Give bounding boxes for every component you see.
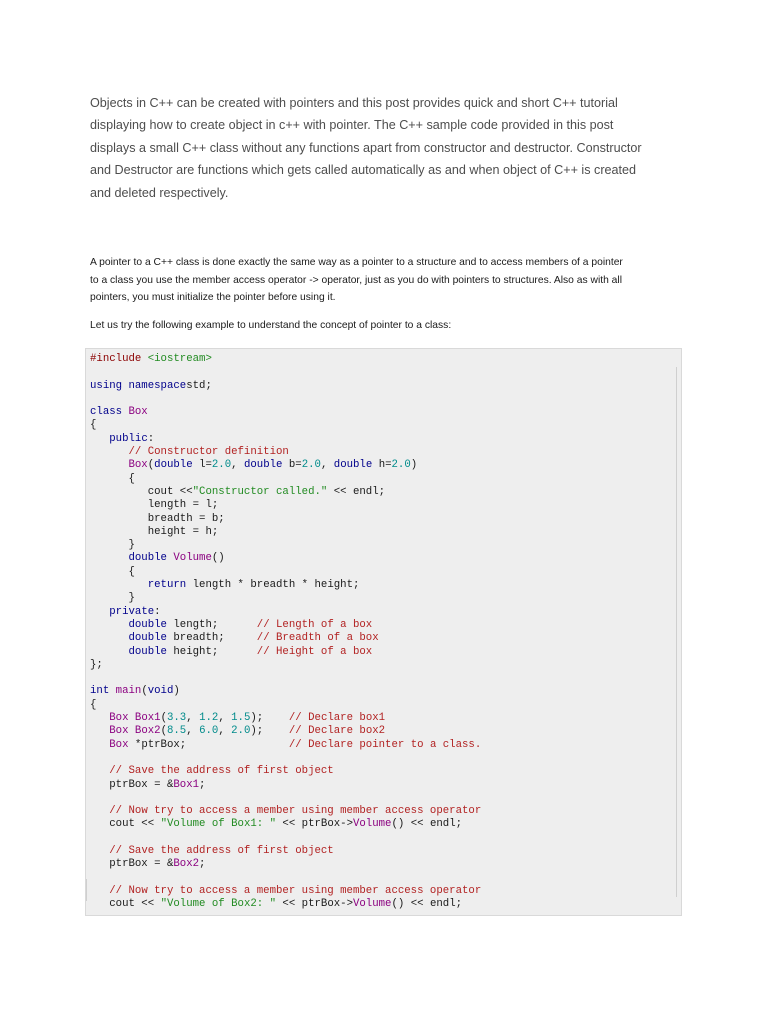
code-token: ); — [250, 712, 289, 725]
code-token: 8.5 — [166, 725, 187, 738]
code-token: cout << — [90, 898, 161, 911]
code-token: , — [218, 712, 232, 725]
code-token: // Now try to access a member using member access operator — [109, 884, 482, 897]
code-token: using namespace — [90, 379, 187, 392]
code-token: return — [147, 579, 193, 592]
code-block-divider — [86, 879, 87, 901]
code-token: main — [115, 685, 142, 698]
intro-paragraph — [90, 92, 680, 204]
code-line — [90, 685, 180, 697]
code-token: #include — [90, 353, 148, 365]
code-token — [90, 433, 109, 445]
code-token: () << endl; — [391, 898, 463, 911]
code-token: 2.0 — [211, 459, 232, 472]
code-token — [90, 606, 109, 618]
code-token: 2.0 — [391, 459, 411, 472]
code-token: 3.3 — [166, 712, 187, 725]
code-token — [90, 632, 128, 644]
code-line — [90, 526, 218, 538]
code-token: h= — [378, 459, 392, 472]
code-token: Box — [109, 738, 135, 751]
code-token: Box Box2 — [109, 725, 161, 738]
code-line — [90, 486, 385, 498]
code-token: cout << — [90, 485, 193, 498]
code-line — [90, 433, 154, 445]
code-token: ( — [147, 459, 155, 472]
code-token — [90, 619, 128, 631]
code-line — [90, 646, 372, 658]
intro-line: and deleted respectively. — [90, 185, 229, 200]
code-token: // Now try to access a member using member access operator — [109, 805, 482, 818]
code-token: : — [147, 432, 155, 445]
code-token: *ptrBox; — [134, 738, 289, 751]
code-token: std; — [186, 379, 212, 392]
code-listing[interactable] — [90, 353, 481, 911]
code-token: { — [90, 419, 97, 432]
code-token: // Height of a box — [256, 645, 373, 658]
code-line — [90, 579, 359, 591]
code-block-divider — [676, 367, 677, 897]
code-token: ; — [199, 858, 206, 871]
code-line — [90, 619, 372, 631]
code-token: << ptrBox-> — [276, 818, 353, 831]
code-token — [90, 459, 128, 471]
code-token: Box Box1 — [109, 712, 161, 725]
code-token: breadth = b; — [90, 512, 225, 525]
code-token: ptrBox = & — [90, 858, 174, 871]
code-token: ) — [173, 685, 180, 698]
code-token: , — [186, 725, 200, 738]
code-line — [90, 712, 385, 724]
pointer-paragraph-line: A pointer to a C++ class is done exactly the same way as a pointer to a structure and to access members of a pointer — [90, 257, 623, 268]
code-line — [90, 380, 212, 392]
code-line — [90, 659, 103, 671]
code-line — [90, 592, 135, 604]
code-line — [90, 725, 385, 737]
code-line — [90, 473, 135, 485]
code-token: 1.2 — [199, 712, 219, 725]
code-token: b= — [288, 459, 302, 472]
code-line — [90, 845, 334, 857]
code-token: // Constructor definition — [128, 446, 289, 459]
code-token: () — [211, 552, 225, 565]
code-line — [90, 779, 205, 791]
code-token: }; — [90, 658, 103, 671]
code-line — [90, 459, 417, 471]
code-token — [90, 579, 148, 591]
code-token: 2.0 — [231, 725, 251, 738]
code-line — [90, 539, 135, 551]
code-token — [90, 725, 109, 737]
code-line — [90, 765, 334, 777]
code-token: // Declare box2 — [288, 725, 386, 738]
code-token: << endl; — [327, 485, 386, 498]
code-token: 1.5 — [231, 712, 251, 725]
code-line — [90, 739, 481, 751]
code-token: breadth; — [173, 632, 257, 645]
code-line — [90, 499, 218, 511]
code-line — [90, 606, 161, 618]
code-line — [90, 566, 135, 578]
pointer-paragraph-line: to a class you use the member access operator -> operator, just as you do with pointers to structures. Also as with all — [90, 274, 622, 286]
code-token: l= — [199, 459, 212, 472]
code-token — [90, 805, 109, 817]
code-token: 2.0 — [301, 459, 321, 472]
code-token: ) — [410, 459, 418, 472]
code-token — [90, 845, 109, 857]
code-token: , — [186, 712, 200, 725]
intro-line: displaying how to create object in c++ with pointer. The C++ sample code provided in this post — [90, 118, 614, 133]
intro-line: displays a small C++ class without any functions apart from constructor and destructor. Constructor — [90, 140, 642, 155]
code-token: double — [243, 459, 289, 472]
code-line — [90, 699, 96, 711]
code-token: <iostream> — [147, 353, 212, 365]
code-token: } — [90, 592, 135, 605]
code-token: { — [90, 565, 135, 578]
code-token — [90, 739, 109, 751]
code-line — [90, 885, 481, 897]
code-token: 6.0 — [199, 725, 219, 738]
code-token: public — [109, 432, 148, 445]
code-token: Volume — [173, 552, 212, 565]
code-token: ptrBox = & — [90, 778, 174, 791]
code-token: "Volume of Box2: " — [160, 898, 277, 911]
code-token: double — [154, 459, 200, 472]
code-token: ( — [141, 685, 148, 698]
code-token: Volume — [352, 898, 392, 911]
code-line — [90, 805, 481, 817]
code-token: private — [109, 605, 155, 618]
code-token: ( — [160, 725, 167, 738]
code-token: double — [333, 459, 379, 472]
code-token: ); — [250, 725, 289, 738]
code-token: Box2 — [173, 858, 200, 871]
code-token: Box — [128, 406, 148, 419]
code-token — [90, 446, 128, 458]
code-line — [90, 513, 225, 525]
code-token — [90, 712, 109, 724]
code-token: void — [147, 685, 174, 698]
code-line — [90, 406, 148, 418]
code-token: // Save the address of first object — [109, 844, 334, 857]
code-token: ; — [199, 778, 206, 791]
code-token: length; — [173, 618, 257, 631]
code-token: length * breadth * height; — [192, 579, 360, 592]
code-line — [90, 858, 205, 870]
code-token: : — [154, 605, 161, 618]
code-token: height; — [173, 645, 257, 658]
example-intro: Let us try the following example to understand the concept of pointer to a class: — [90, 320, 452, 331]
code-token: int — [90, 685, 116, 698]
code-line — [90, 552, 225, 564]
code-token: , — [231, 459, 244, 472]
code-token: double — [128, 632, 174, 645]
code-token: Box — [128, 459, 148, 472]
code-line — [90, 353, 212, 365]
code-line — [90, 446, 289, 458]
code-token — [90, 646, 128, 658]
code-token: class — [90, 406, 129, 419]
code-token — [90, 765, 109, 777]
code-token: Box1 — [173, 778, 200, 791]
code-line — [90, 818, 462, 830]
code-token: () << endl; — [391, 818, 463, 831]
pointer-paragraph — [90, 254, 690, 307]
code-token: { — [90, 472, 135, 485]
code-token: length = l; — [90, 499, 219, 512]
intro-line: Objects in C++ can be created with pointers and this post provides quick and short C++ tutorial — [90, 96, 618, 110]
code-token: { — [90, 698, 97, 711]
code-line — [90, 632, 379, 644]
code-token: , — [320, 459, 334, 472]
code-token: double — [128, 552, 174, 565]
code-token: } — [90, 539, 135, 552]
code-token: << ptrBox-> — [276, 898, 353, 911]
code-token: double — [128, 645, 174, 658]
code-token: // Breadth of a box — [256, 632, 379, 645]
code-token — [90, 885, 109, 897]
pointer-paragraph-line: pointers, you must initialize the pointer before using it. — [90, 292, 336, 304]
code-token: ( — [160, 712, 167, 725]
intro-line: and Destructor are functions which gets called automatically as and when object of C++ is created — [90, 163, 637, 178]
code-token: cout << — [90, 818, 161, 831]
code-token: "Constructor called." — [192, 485, 328, 498]
code-token: height = h; — [90, 525, 219, 538]
code-token: "Volume of Box1: " — [160, 818, 277, 831]
code-token — [90, 552, 128, 564]
code-line — [90, 898, 462, 910]
code-token: // Declare pointer to a class. — [288, 738, 482, 751]
code-token: , — [218, 725, 232, 738]
code-token: Volume — [352, 818, 392, 831]
code-token: // Length of a box — [256, 618, 373, 631]
code-token: double — [128, 618, 174, 631]
code-line — [90, 419, 96, 431]
code-token: // Declare box1 — [288, 712, 386, 725]
code-token: // Save the address of first object — [109, 765, 334, 778]
